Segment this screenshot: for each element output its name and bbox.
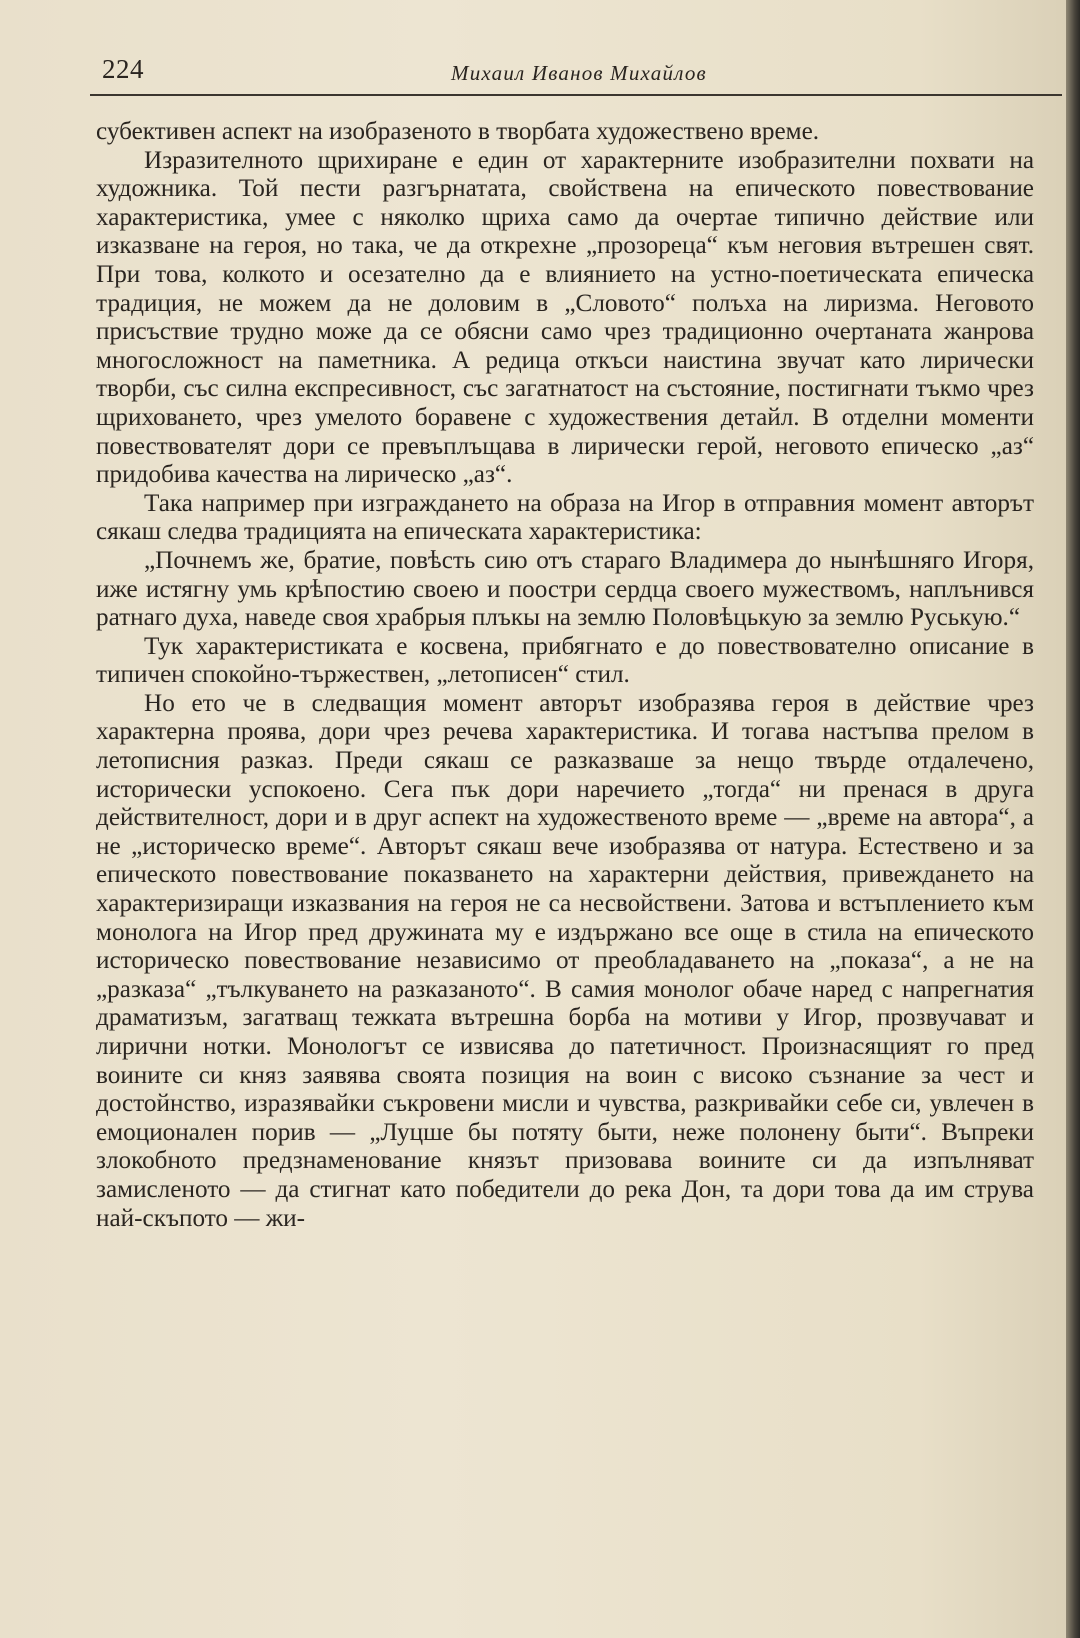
running-title: Михаил Иванов Михайлов (451, 61, 707, 85)
paragraph: Тук характеристиката е косвена, прибягнато е до повествователно описание в типичен спокойно-тържествен, „летописен“ стил. (96, 632, 1034, 689)
body-text (96, 118, 1034, 1233)
paragraph: субективен аспект на изобразеното в творбата художествено време. (96, 118, 820, 145)
page-edge (1066, 0, 1080, 1638)
page-number: 224 (102, 54, 144, 84)
page-header (96, 52, 1066, 92)
paragraph: Така например при изграждането на образа на Игор в отправния момент авторът сякаш следва традицията на епическата характеристика: (96, 489, 1034, 546)
paragraph: Изразителното щрихиране е един от характерните изобразителни похвати на художника. Той пести разгърнатата, свойствена на епическото повествование характеристика, умее с няколко щриха само да очертае типично действие или изказване на героя, но така, че да открехне „прозореца“ към неговия вътрешен свят. При това, колкото и осезателно да е влиянието на устно-поетическата епическа традиция, не можем да не доловим в „Словото“ полъха на лиризма. Неговото присъствие трудно може да се обясни само чрез традиционно очертаната жанрова многосложност на паметника. А редица откъси наистина звучат като лирически творби, със силна експресивност, със загатнатост на състояние, постигнати тъкмо чрез щриховането, чрез умелото боравене с художествения детайл. В отделни моменти повествователят дори се превъплъщава в лирически герой, неговото епическо „аз“ придобива качества на лирическо „аз“. (96, 146, 1034, 489)
paragraph: Но ето че в следващия момент авторът изобразява героя в действие чрез характерна проява, дори чрез речева характеристика. И тогава настъпва прелом в летописния разказ. Преди сякаш се разказваше за нещо твърде отдалечено, исторически успокоено. Сега пък дори наречието „тогда“ ни пренася в друга действителност, дори и в друг аспект на художественото време — „време на автора“, а не „историческо време“. Авторът сякаш вече изобразява от натура. Естествено и за епическото повествование показването на характерни действия, привеждането на характеризиращи изказвания на героя не са несвойствени. Затова и встъплението към монолога на Игор пред дружината му е издържано все още в стила на епическото историческо повествование независимо от преобладаването на „показа“, а не на „разказа“ „тълкуването на разказаното“. В самия монолог обаче наред с напрегнатия драматизъм, загатващ тежката вътрешна борба на мотиви у Игор, прозвучават и лирични нотки. Монологът се извисява до патетичност. Произнасящият го пред воините си княз заявява своята позиция на воин с високо съзнание за чест и достойнство, изразявайки съкровени мисли и чувства, разкривайки себе си, увлечен в емоционален порив — „Луцше бы потяту быти, неже полонену быти“. Въпреки злокобното предзнаменование князът призовава воините си да изпълняват замисленото — да стигнат като победители до река Дон, та дори това да им струва най-скъпото — жи- (96, 689, 1034, 1232)
header-rule (90, 94, 1062, 96)
quotation-paragraph: „Почнемъ же, братие, повѣсть сию отъ стараго Владимера до нынѣшняго Игоря, иже истягну умь крѣпостию своею и поостри сердца своего мужествомъ, наплънився ратнаго духа, наведе своя храбрыя плъкы на землю Половѣцькую за землю Руськую.“ (96, 546, 1034, 632)
